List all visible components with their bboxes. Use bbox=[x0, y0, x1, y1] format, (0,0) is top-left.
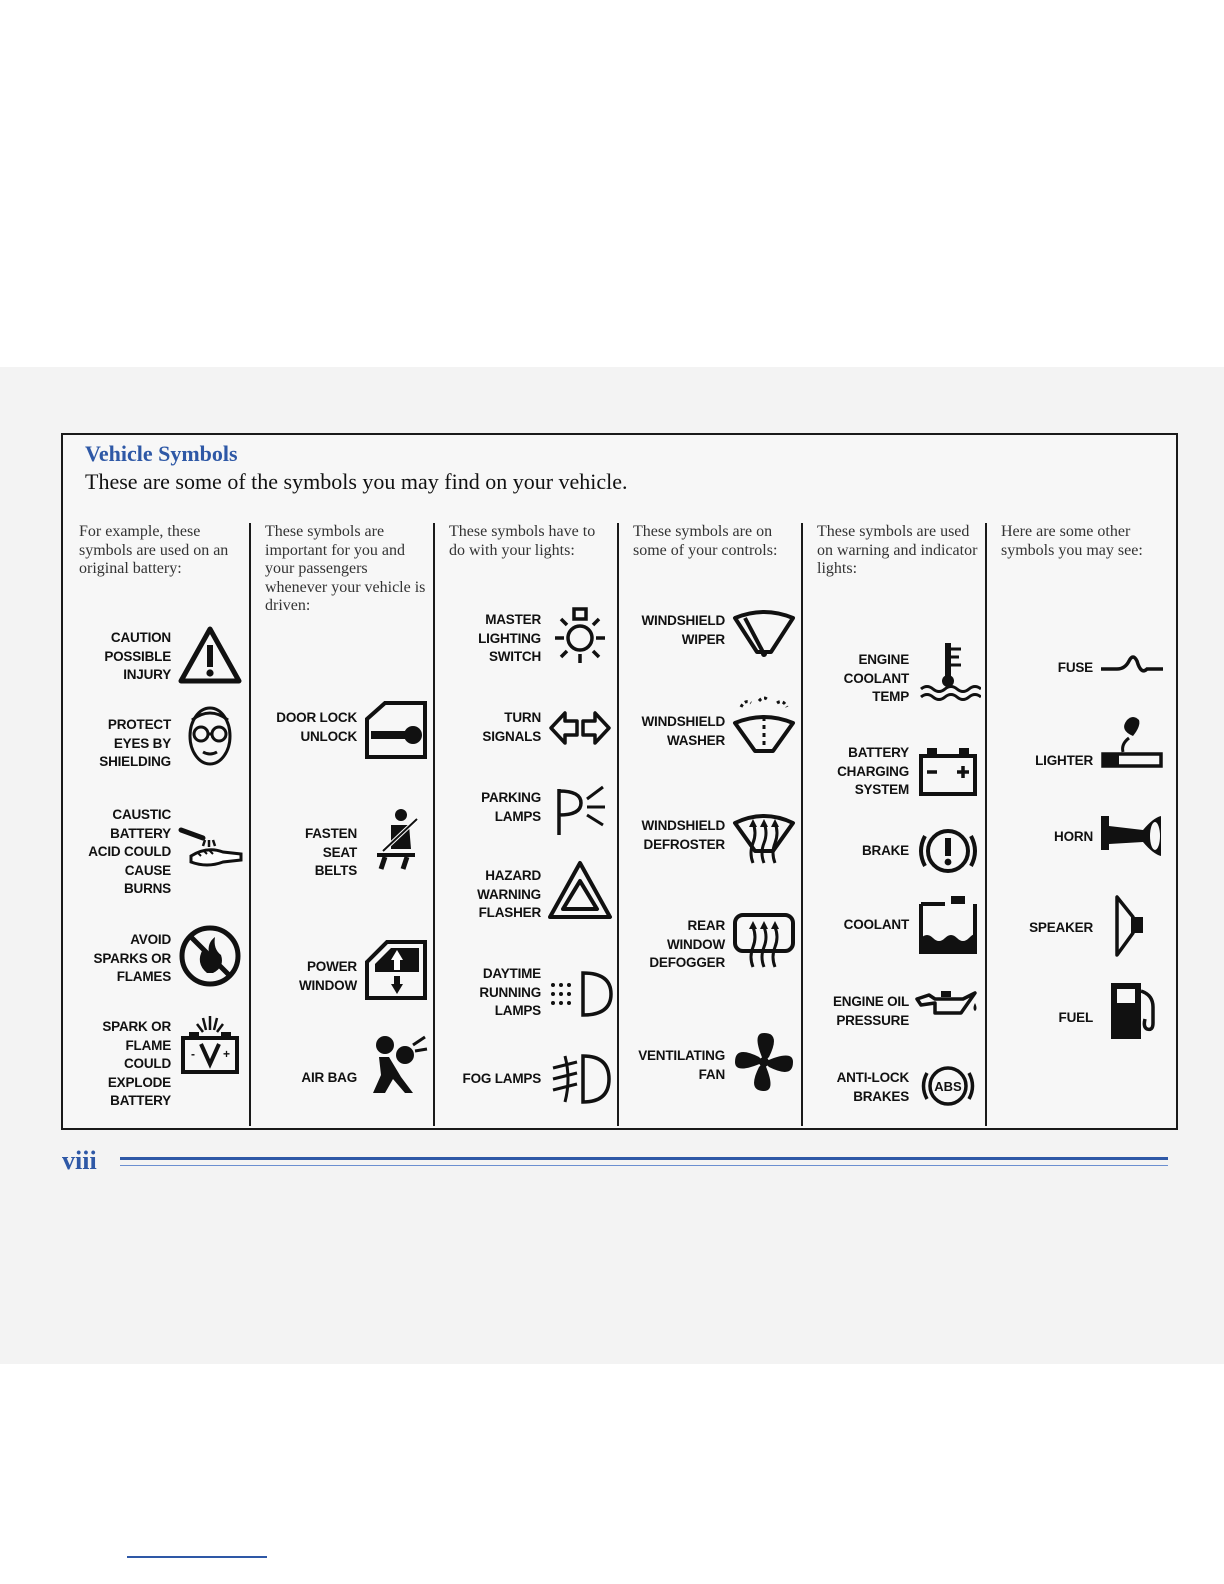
section-subtitle: These are some of the symbols you may find on your vehicle. bbox=[85, 469, 628, 494]
column-safety bbox=[249, 523, 435, 1126]
washer-icon bbox=[731, 693, 797, 759]
column-warning-lights bbox=[801, 523, 987, 1126]
turn-signals-icon bbox=[547, 695, 613, 761]
symbol-label: BATTERY CHARGING SYSTEM bbox=[837, 745, 909, 797]
horn-icon bbox=[1099, 804, 1165, 870]
symbol-label: VENTILATING FAN bbox=[638, 1048, 725, 1082]
symbol-label: FUSE bbox=[1057, 660, 1093, 675]
oil-pressure-icon bbox=[915, 973, 981, 1039]
symbol-label: FOG LAMPS bbox=[462, 1071, 541, 1086]
parking-lamps-icon bbox=[547, 779, 613, 845]
column-battery bbox=[65, 523, 251, 1126]
column-intro: These symbols are on some of your controls: bbox=[633, 523, 778, 559]
caution-triangle-icon bbox=[177, 623, 243, 689]
rear-defogger-icon bbox=[731, 909, 797, 975]
footer-rule-thin bbox=[120, 1165, 1168, 1166]
daytime-running-lamps-icon bbox=[547, 961, 613, 1027]
seat-belt-icon bbox=[363, 807, 429, 873]
fuse-icon bbox=[1099, 635, 1165, 701]
defroster-icon bbox=[731, 805, 797, 871]
brake-icon bbox=[915, 818, 981, 884]
symbol-label: FUEL bbox=[1058, 1010, 1093, 1025]
symbol-label: TURN SIGNALS bbox=[482, 710, 541, 744]
column-lights bbox=[433, 523, 619, 1126]
door-lock-icon bbox=[363, 697, 429, 763]
fan-icon bbox=[731, 1029, 797, 1095]
symbol-label: PARKING LAMPS bbox=[481, 790, 541, 824]
symbol-label: LIGHTER bbox=[1035, 753, 1093, 768]
symbol-label: ENGINE COOLANT TEMP bbox=[843, 652, 909, 704]
no-flame-icon bbox=[177, 923, 243, 989]
column-intro: Here are some other symbols you may see: bbox=[1001, 523, 1143, 559]
symbol-label: AVOID SPARKS OR FLAMES bbox=[93, 932, 171, 984]
wiper-icon bbox=[731, 602, 797, 668]
symbol-label: CAUSTIC BATTERY ACID COULD CAUSE BURNS bbox=[88, 807, 171, 896]
symbol-label: HAZARD WARNING FLASHER bbox=[477, 868, 541, 920]
vehicle-symbols-frame bbox=[61, 433, 1178, 1130]
symbol-label: WINDSHIELD WASHER bbox=[641, 714, 725, 748]
fog-lamps-icon bbox=[547, 1046, 613, 1112]
page-number: viii bbox=[62, 1146, 97, 1175]
bottom-link-underline bbox=[127, 1556, 267, 1558]
column-intro: These symbols have to do with your lights: bbox=[449, 523, 596, 559]
battery-charging-icon bbox=[915, 738, 981, 804]
symbol-label: MASTER LIGHTING SWITCH bbox=[478, 612, 541, 664]
symbol-label: DAYTIME RUNNING LAMPS bbox=[479, 966, 541, 1018]
acid-burn-hand-icon bbox=[177, 816, 243, 882]
symbol-label: WINDSHIELD WIPER bbox=[641, 613, 725, 647]
lighter-icon bbox=[1099, 706, 1165, 772]
svg-text:ABS: ABS bbox=[934, 1079, 962, 1094]
symbol-label: AIR BAG bbox=[301, 1070, 357, 1085]
column-intro: For example, these symbols are used on an original battery: bbox=[79, 523, 229, 577]
speaker-icon bbox=[1099, 893, 1165, 959]
eye-shield-face-icon bbox=[177, 702, 243, 768]
svg-text:+: + bbox=[223, 1047, 231, 1061]
coolant-temp-icon bbox=[915, 639, 981, 705]
symbol-label: COOLANT bbox=[843, 917, 909, 932]
symbol-label: SPARK OR FLAME COULD EXPLODE BATTERY bbox=[102, 1019, 171, 1108]
section-title: Vehicle Symbols bbox=[85, 441, 238, 466]
battery-explode-icon bbox=[177, 1014, 243, 1080]
power-window-icon bbox=[363, 936, 429, 1002]
master-lighting-icon bbox=[547, 605, 613, 671]
symbol-label: WINDSHIELD DEFROSTER bbox=[641, 818, 725, 852]
symbol-label: POWER WINDOW bbox=[298, 959, 357, 993]
symbol-label: FASTEN SEAT BELTS bbox=[304, 826, 357, 878]
air-bag-icon bbox=[363, 1029, 429, 1095]
abs-icon bbox=[915, 1053, 981, 1119]
hazard-triangle-icon bbox=[547, 859, 613, 925]
fuel-icon bbox=[1099, 977, 1165, 1043]
column-other bbox=[985, 523, 1171, 1126]
footer-rule bbox=[120, 1157, 1168, 1160]
symbol-label: HORN bbox=[1054, 829, 1093, 844]
column-intro: These symbols are used on warning and indicator lights: bbox=[817, 523, 978, 577]
column-controls bbox=[617, 523, 803, 1126]
symbol-label: SPEAKER bbox=[1029, 920, 1093, 935]
symbol-label: DOOR LOCK UNLOCK bbox=[276, 710, 357, 744]
column-intro: These symbols are important for you and your passengers whenever your vehicle is driven: bbox=[265, 523, 426, 614]
symbol-label: BRAKE bbox=[861, 843, 909, 858]
symbol-label: ENGINE OIL PRESSURE bbox=[832, 994, 909, 1028]
symbol-label: ANTI-LOCK BRAKES bbox=[836, 1070, 909, 1104]
symbol-label: PROTECT EYES BY SHIELDING bbox=[99, 717, 171, 769]
coolant-icon bbox=[915, 892, 981, 958]
symbol-label: CAUTION POSSIBLE INJURY bbox=[104, 630, 171, 682]
svg-text:-: - bbox=[191, 1047, 195, 1061]
symbol-label: REAR WINDOW DEFOGGER bbox=[649, 918, 725, 970]
